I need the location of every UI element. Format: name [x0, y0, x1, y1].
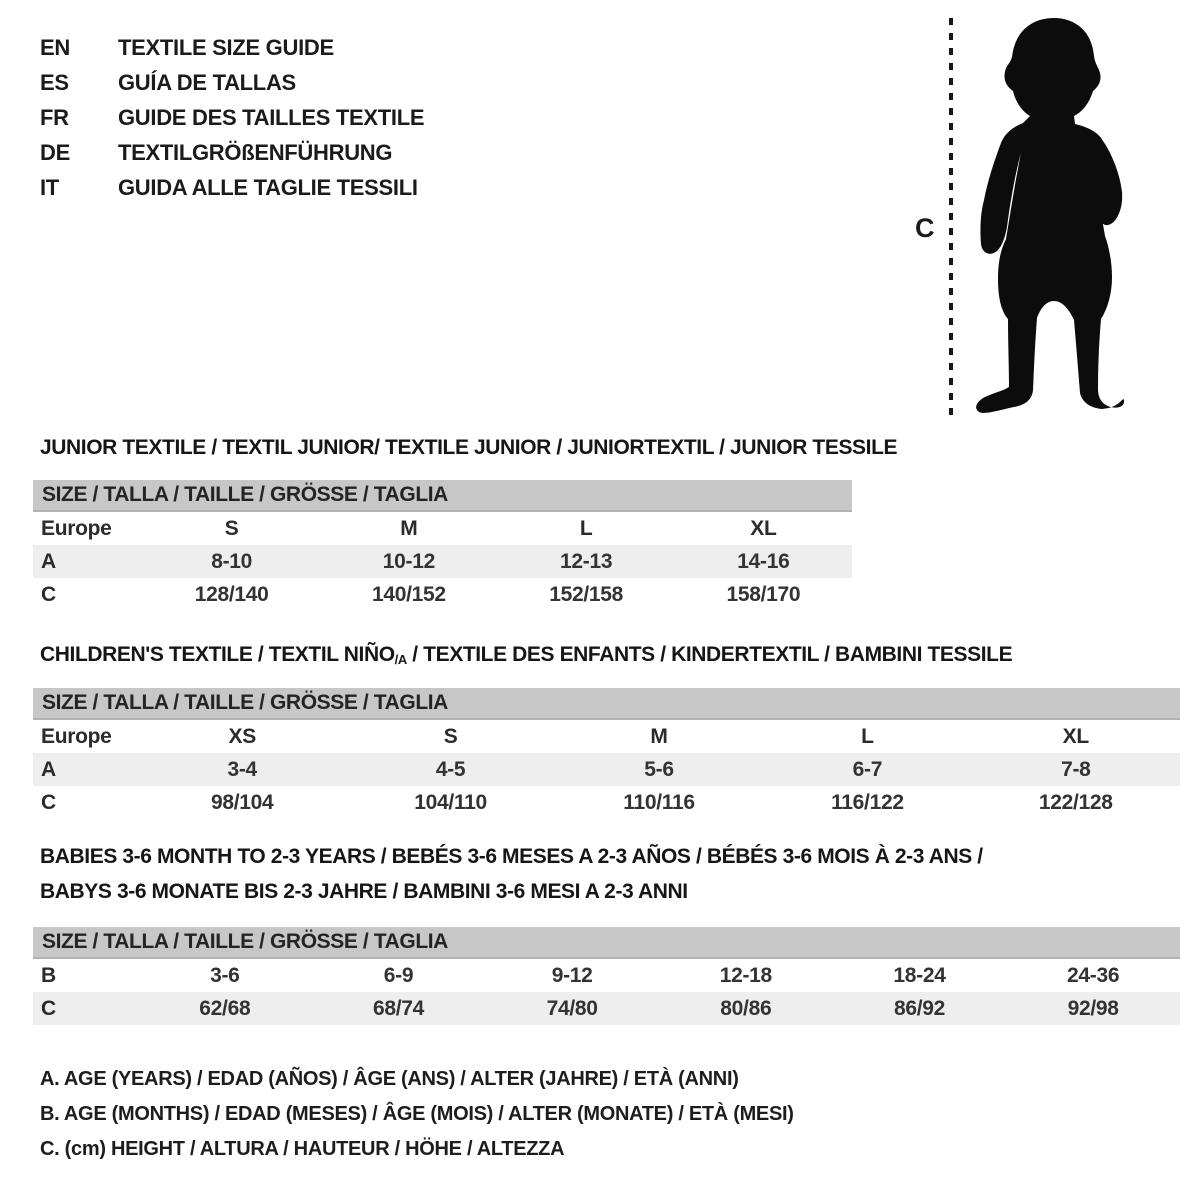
table-cell: 158/170	[726, 583, 801, 606]
table-cell: 140/152	[371, 583, 446, 606]
height-figure	[900, 0, 1200, 430]
legend-line-b: B. AGE (MONTHS) / EDAD (MESES) / ÂGE (MOIS) / ALTER (MONATE) / ETÀ (MESI)	[40, 1103, 794, 1125]
table-cell: 12-13	[560, 550, 613, 573]
table-cell: 62/68	[199, 997, 251, 1020]
height-measure-label: C	[915, 213, 935, 243]
lang-row-es	[40, 65, 424, 100]
lang-row-it	[40, 170, 424, 205]
row-label: C	[41, 997, 56, 1020]
column-header-xs: XS	[228, 725, 256, 748]
table-cell: 86/92	[893, 997, 946, 1020]
table-cell: 4-5	[435, 758, 466, 781]
table-cell: 104/110	[414, 791, 487, 814]
column-header-xl: XL	[1062, 725, 1089, 748]
row-label: C	[41, 791, 56, 814]
table-cell: 7-8	[1061, 758, 1091, 781]
table-cell: 110/116	[623, 791, 695, 814]
column-header-europe: Europe	[41, 725, 112, 748]
table-cell: 152/158	[549, 583, 624, 606]
table-cell: 5-6	[644, 758, 674, 781]
table-cell: 74/80	[546, 997, 598, 1020]
table-cell: 128/140	[194, 583, 269, 606]
lang-title: TEXTILGRÖßENFÜHRUNG	[118, 139, 393, 165]
column-header-s: S	[224, 517, 239, 540]
column-header-m: M	[400, 517, 418, 540]
table-cell: 24-36	[1067, 964, 1120, 987]
table-cell: 10-12	[382, 550, 435, 573]
lang-row-fr	[40, 100, 424, 135]
babies-section-heading-line2: BABYS 3-6 MONATE BIS 2-3 JAHRE / BAMBINI 3-6 MESI A 2-3 ANNI	[40, 880, 688, 903]
children-heading-subscript: /A	[394, 652, 407, 667]
children-size-header-bar: SIZE / TALLA / TAILLE / GRÖSSE / TAGLIA	[33, 688, 1180, 720]
column-header-m: M	[650, 725, 668, 748]
babies-row-months	[33, 959, 1180, 992]
table-cell: 80/86	[720, 997, 772, 1020]
babies-section-heading-line1: BABIES 3-6 MONTH TO 2-3 YEARS / BEBÉS 3-6 MESES A 2-3 AÑOS / BÉBÉS 3-6 MOIS À 2-3 ANS /	[40, 845, 983, 868]
lang-title: TEXTILE SIZE GUIDE	[118, 34, 334, 60]
table-cell: 116/122	[831, 791, 904, 814]
language-list	[40, 30, 424, 205]
row-label: C	[41, 583, 56, 606]
lang-row-de	[40, 135, 424, 170]
children-section-heading	[40, 643, 1012, 667]
children-heading-suffix: / TEXTILE DES ENFANTS / KINDERTEXTIL / BAMBINI TESSILE	[406, 643, 1013, 666]
height-dashed-line	[947, 18, 955, 416]
lang-code: EN	[40, 34, 70, 60]
column-header-europe: Europe	[41, 517, 112, 540]
junior-row-height	[33, 578, 852, 611]
children-row-height	[33, 786, 1180, 819]
junior-row-age	[33, 545, 852, 578]
column-header-xl: XL	[750, 517, 777, 540]
table-cell: 8-10	[211, 550, 253, 573]
row-label: A	[41, 550, 56, 573]
table-cell: 12-18	[719, 964, 772, 987]
table-cell: 3-4	[227, 758, 257, 781]
row-label: B	[41, 964, 56, 987]
table-cell: 6-7	[852, 758, 883, 781]
lang-code: FR	[40, 104, 69, 130]
junior-size-header-bar: SIZE / TALLA / TAILLE / GRÖSSE / TAGLIA	[33, 480, 852, 512]
babies-size-table	[33, 927, 1180, 1025]
children-columns-row	[33, 720, 1180, 753]
table-cell: 18-24	[893, 964, 946, 987]
table-cell: 68/74	[372, 997, 425, 1020]
lang-title: GUIDE DES TAILLES TEXTILE	[118, 104, 425, 130]
table-cell: 98/104	[210, 791, 274, 814]
legend-line-a: A. AGE (YEARS) / EDAD (AÑOS) / ÂGE (ANS) / ALTER (JAHRE) / ETÀ (ANNI)	[40, 1068, 739, 1090]
table-cell: 3-6	[210, 964, 240, 987]
table-cell: 122/128	[1038, 791, 1113, 814]
lang-title: GUÍA DE TALLAS	[118, 69, 296, 95]
lang-code: DE	[40, 139, 70, 165]
lang-row-en	[40, 30, 424, 65]
children-heading-prefix: CHILDREN'S TEXTILE / TEXTIL NIÑO	[40, 643, 395, 666]
table-cell: 9-12	[551, 964, 593, 987]
lang-code: IT	[40, 174, 59, 200]
children-row-age	[33, 753, 1180, 786]
column-header-l: L	[579, 517, 593, 540]
column-header-s: S	[443, 725, 458, 748]
junior-columns-row	[33, 512, 852, 545]
junior-section-heading: JUNIOR TEXTILE / TEXTIL JUNIOR/ TEXTILE JUNIOR / JUNIORTEXTIL / JUNIOR TESSILE	[40, 436, 898, 459]
baby-silhouette-icon	[970, 12, 1140, 422]
lang-code: ES	[40, 69, 69, 95]
babies-row-height	[33, 992, 1180, 1025]
babies-size-header-bar: SIZE / TALLA / TAILLE / GRÖSSE / TAGLIA	[33, 927, 1180, 959]
legend	[40, 1062, 794, 1167]
table-cell: 6-9	[383, 964, 414, 987]
row-label: A	[41, 758, 56, 781]
lang-title: GUIDA ALLE TAGLIE TESSILI	[118, 174, 418, 200]
table-cell: 14-16	[737, 550, 790, 573]
table-cell: 92/98	[1067, 997, 1119, 1020]
legend-line-c: C. (cm) HEIGHT / ALTURA / HAUTEUR / HÖHE / ALTEZZA	[40, 1138, 565, 1160]
children-size-table	[33, 688, 1180, 819]
column-header-l: L	[861, 725, 874, 748]
junior-size-table	[33, 480, 852, 611]
